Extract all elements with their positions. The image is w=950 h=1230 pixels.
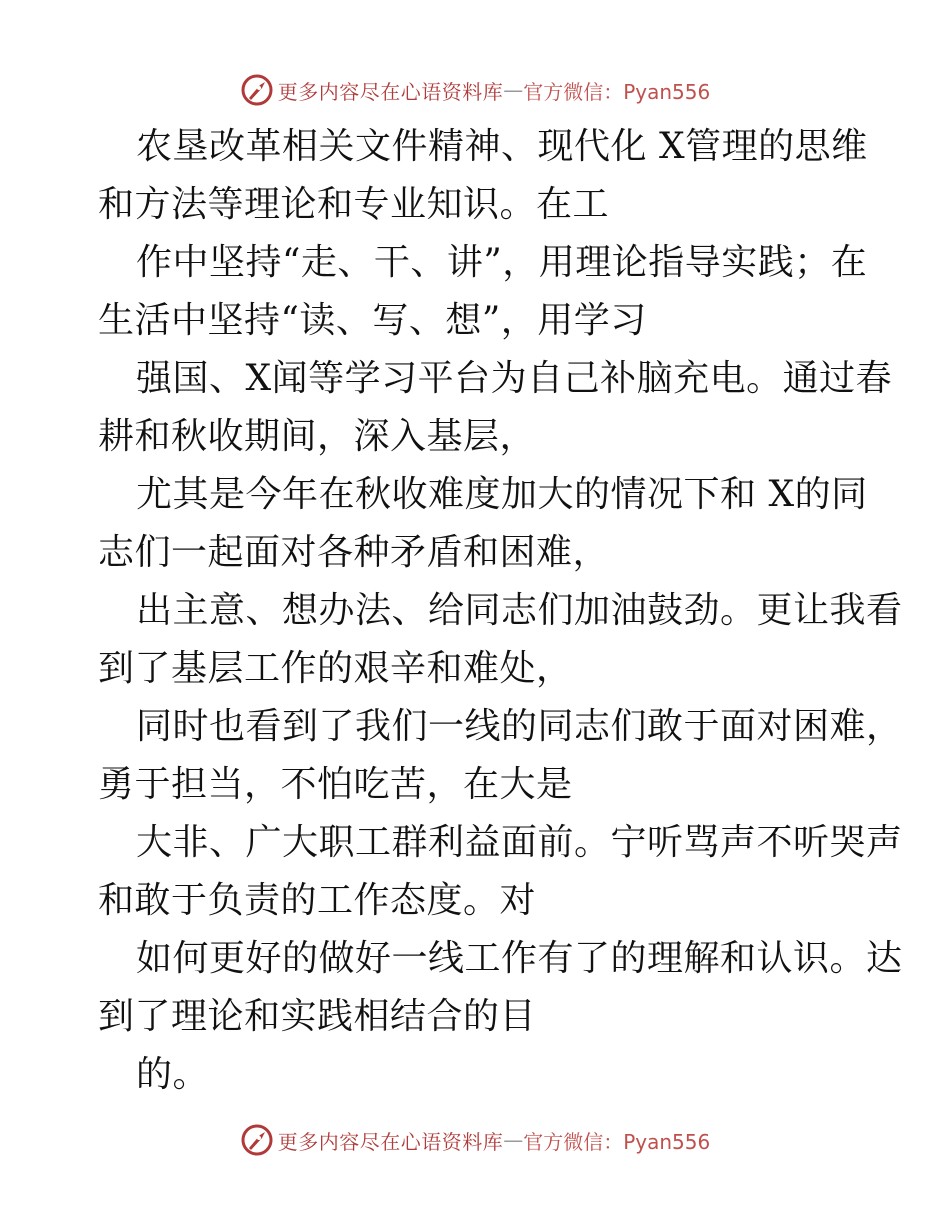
paragraph-line: 尤其是今年在秋收难度加大的情况下和 X的同 xyxy=(136,474,868,515)
paragraph-line: 强国、X闻等学习平台为自己补脑充电。通过春 xyxy=(136,358,893,399)
footer-separator: — xyxy=(503,1128,524,1152)
paragraph-line: 出主意、想办法、给同志们加油鼓劲。更让我看 xyxy=(136,590,903,631)
header-brand-text: 更多内容尽在心语资料库 xyxy=(277,79,504,104)
paragraph-line: 大非、广大职工群利益面前。宁听骂声不听哭声 xyxy=(136,822,903,863)
paragraph-line: 如何更好的做好一线工作有了的理解和认识。达 xyxy=(136,938,903,979)
pen-nib-logo-icon xyxy=(240,73,274,107)
header-contact: 官方微信：Pyan556 xyxy=(523,79,711,104)
paragraph-line: 勇于担当，不怕吃苦，在大是 xyxy=(98,764,573,805)
paragraph-line: 到了理论和实践相结合的目 xyxy=(98,996,537,1037)
document-body xyxy=(98,118,903,1104)
paragraph-line: 同时也看到了我们一线的同志们敢于面对困难， xyxy=(136,706,903,747)
page-header-watermark xyxy=(0,70,950,110)
pen-nib-logo-icon xyxy=(240,1123,274,1157)
footer-contact: 官方微信：Pyan556 xyxy=(523,1129,711,1154)
paragraph-line: 的。 xyxy=(136,1054,210,1095)
paragraph-line: 生活中坚持“读、写、想”，用学习 xyxy=(98,300,647,341)
paragraph-line: 志们一起面对各种矛盾和困难， xyxy=(98,532,610,573)
paragraph-line: 和方法等理论和专业知识。在工 xyxy=(98,184,610,225)
paragraph-line: 到了基层工作的艰辛和难处， xyxy=(98,648,573,689)
page-footer-watermark xyxy=(0,1120,950,1160)
footer-brand-text: 更多内容尽在心语资料库 xyxy=(277,1129,504,1154)
header-separator: — xyxy=(503,78,524,102)
paragraph-line: 耕和秋收期间，深入基层， xyxy=(98,416,537,457)
paragraph-line: 农垦改革相关文件精神、现代化 X管理的思维 xyxy=(136,126,868,167)
paragraph-line: 和敢于负责的工作态度。对 xyxy=(98,880,537,921)
paragraph-line: 作中坚持“走、干、讲”，用理论指导实践；在 xyxy=(136,242,868,283)
